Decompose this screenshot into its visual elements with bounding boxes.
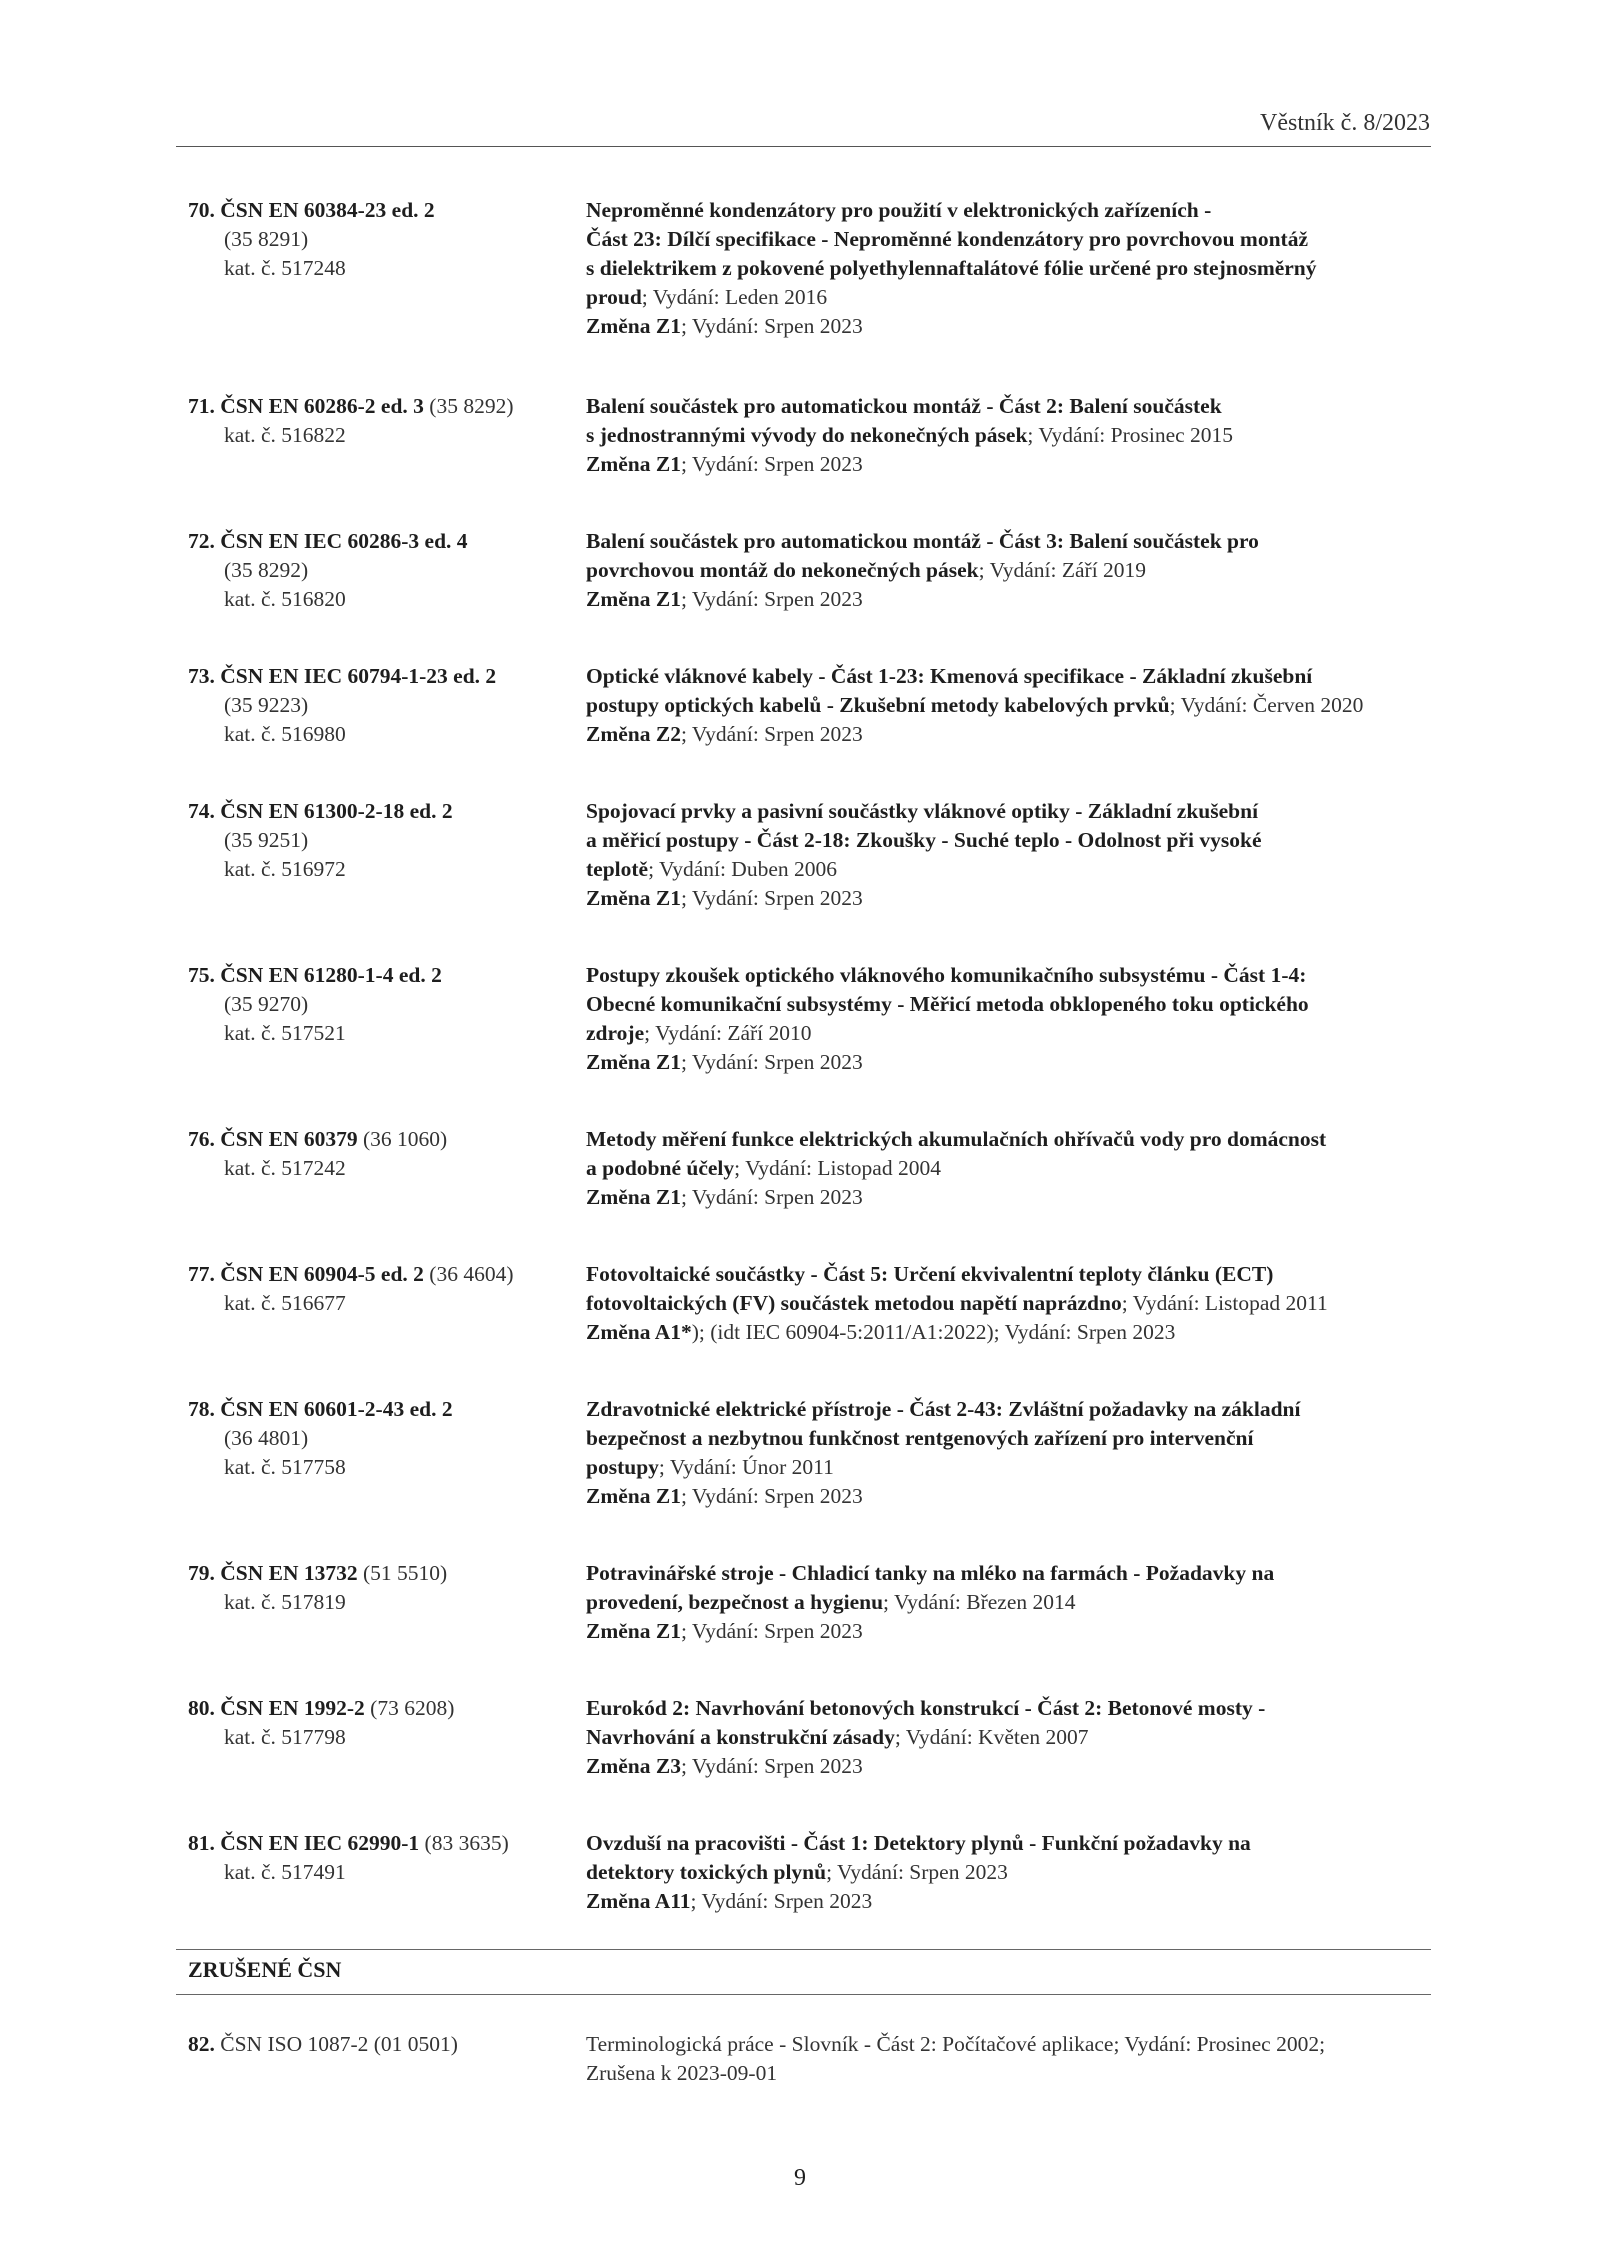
classification-code: (36 4604) bbox=[423, 1262, 514, 1286]
withdrawn-title: Terminologická práce - Slovník - Část 2: Počítačové aplikace; Vydání: Prosinec 2002; bbox=[586, 2032, 1326, 2056]
classification-code: (35 8292) bbox=[423, 394, 514, 418]
issue-date: ; Vydání: Leden 2016 bbox=[641, 285, 828, 309]
standard-code: ČSN EN 60286-2 ed. 3 bbox=[220, 394, 424, 418]
catalog-number: kat. č. 517819 bbox=[224, 1590, 346, 1614]
entry-number: 79. bbox=[188, 1561, 215, 1585]
amendment-issue: ; Vydání: Srpen 2023 bbox=[680, 1185, 863, 1209]
title-line: Potravinářské stroje - Chladicí tanky na mléko na farmách - Požadavky na bbox=[586, 1561, 1275, 1585]
amendment-label: Změna Z1 bbox=[586, 886, 681, 910]
withdrawn-left-column bbox=[188, 2030, 578, 2059]
standard-code: ČSN EN 60379 bbox=[220, 1127, 358, 1151]
amendment-issue: ; Vydání: Srpen 2023 bbox=[680, 587, 863, 611]
entry-left-column bbox=[188, 1260, 578, 1318]
standard-code: ČSN ISO 1087-2 (01 0501) bbox=[220, 2032, 458, 2056]
classification-code: (35 8292) bbox=[224, 558, 309, 582]
standard-code: ČSN EN 61300-2-18 ed. 2 bbox=[220, 799, 453, 823]
issue-date: ; Vydání: Březen 2014 bbox=[883, 1590, 1076, 1614]
entry-right-column bbox=[586, 797, 1436, 913]
entry-right-column bbox=[586, 961, 1436, 1077]
title-line: Spojovací prvky a pasivní součástky vláknové optiky - Základní zkušební bbox=[586, 799, 1259, 823]
page-number: 9 bbox=[794, 2165, 806, 2191]
entry-left-column bbox=[188, 1125, 578, 1183]
catalog-number: kat. č. 517248 bbox=[224, 256, 346, 280]
amendment-label: Změna Z1 bbox=[586, 587, 681, 611]
section-title: ZRUŠENÉ ČSN bbox=[188, 1957, 342, 1982]
catalog-number: kat. č. 516677 bbox=[224, 1291, 346, 1315]
amendment-issue: ; Vydání: Srpen 2023 bbox=[680, 452, 863, 476]
title-line: Metody měření funkce elektrických akumulačních ohřívačů vody pro domácnost bbox=[586, 1127, 1327, 1151]
header-rule bbox=[176, 146, 1431, 147]
title-line: Fotovoltaické součástky - Část 5: Určení ekvivalentní teploty článku (ECT) bbox=[586, 1262, 1274, 1286]
amendment-issue: ; Vydání: Srpen 2023 bbox=[680, 1619, 863, 1643]
title-line: s dielektrikem z pokovené polyethylennaftalátové fólie určené pro stejnosměrný bbox=[586, 256, 1317, 280]
standard-code: ČSN EN 60384-23 ed. 2 bbox=[220, 198, 435, 222]
entry-right-column bbox=[586, 1260, 1436, 1347]
title-line: povrchovou montáž do nekonečných pásek bbox=[586, 558, 979, 582]
entry-right-column bbox=[586, 392, 1436, 479]
amendment-label: Změna Z1 bbox=[586, 314, 681, 338]
issue-date: ; Vydání: Listopad 2004 bbox=[734, 1156, 941, 1180]
standard-code: ČSN EN IEC 60286-3 ed. 4 bbox=[220, 529, 468, 553]
catalog-number: kat. č. 517798 bbox=[224, 1725, 346, 1749]
entry-number: 72. bbox=[188, 529, 215, 553]
title-line: a měřicí postupy - Část 2-18: Zkoušky - Suché teplo - Odolnost při vysoké bbox=[586, 828, 1262, 852]
title-line: zdroje bbox=[586, 1021, 645, 1045]
entry-right-column bbox=[586, 1125, 1436, 1212]
amendment-issue: ; Vydání: Srpen 2023 bbox=[690, 1889, 873, 1913]
title-line: Neproměnné kondenzátory pro použití v elektronických zařízeních - bbox=[586, 198, 1212, 222]
entry-right-column bbox=[586, 1559, 1436, 1646]
entry-right-column bbox=[586, 196, 1436, 341]
amendment-label: Změna Z1 bbox=[586, 1050, 681, 1074]
issue-date: ; Vydání: Září 2010 bbox=[644, 1021, 812, 1045]
title-line: proud bbox=[586, 285, 642, 309]
issue-date: ; Vydání: Květen 2007 bbox=[894, 1725, 1089, 1749]
standard-code: ČSN EN IEC 60794-1-23 ed. 2 bbox=[220, 664, 497, 688]
catalog-number: kat. č. 516980 bbox=[224, 722, 346, 746]
amendment-label: Změna Z1 bbox=[586, 1484, 681, 1508]
title-line: fotovoltaických (FV) součástek metodou napětí naprázdno bbox=[586, 1291, 1122, 1315]
amendment-label: Změna A11 bbox=[586, 1889, 691, 1913]
amendment-issue: ; Vydání: Srpen 2023 bbox=[680, 886, 863, 910]
title-line: Obecné komunikační subsystémy - Měřicí metoda obklopeného toku optického bbox=[586, 992, 1309, 1016]
entry-number: 80. bbox=[188, 1696, 215, 1720]
entry-number: 77. bbox=[188, 1262, 215, 1286]
catalog-number: kat. č. 517242 bbox=[224, 1156, 346, 1180]
classification-code: (35 8291) bbox=[224, 227, 309, 251]
amendment-issue: ; Vydání: Srpen 2023 bbox=[680, 722, 863, 746]
issue-date: ; Vydání: Listopad 2011 bbox=[1121, 1291, 1328, 1315]
entry-number: 82. bbox=[188, 2032, 215, 2056]
classification-code: (51 5510) bbox=[357, 1561, 448, 1585]
amendment-label: Změna Z1 bbox=[586, 1619, 681, 1643]
catalog-number: kat. č. 517758 bbox=[224, 1455, 346, 1479]
standard-code: ČSN EN 61280-1-4 ed. 2 bbox=[220, 963, 442, 987]
entry-left-column bbox=[188, 1559, 578, 1617]
issue-date: ; Vydání: Duben 2006 bbox=[648, 857, 838, 881]
entry-number: 74. bbox=[188, 799, 215, 823]
amendment-label: Změna Z3 bbox=[586, 1754, 681, 1778]
entry-right-column bbox=[586, 527, 1436, 614]
title-line: teplotě bbox=[586, 857, 649, 881]
entry-number: 81. bbox=[188, 1831, 215, 1855]
entry-number: 75. bbox=[188, 963, 215, 987]
amendment-issue: ; Vydání: Srpen 2023 bbox=[680, 1050, 863, 1074]
entry-right-column bbox=[586, 1829, 1436, 1916]
title-line: Ovzduší na pracovišti - Část 1: Detektory plynů - Funkční požadavky na bbox=[586, 1831, 1251, 1855]
amendment-label: Změna Z1 bbox=[586, 452, 681, 476]
issue-date: ; Vydání: Srpen 2023 bbox=[826, 1860, 1008, 1884]
withdrawn-status: Zrušena k 2023-09-01 bbox=[586, 2061, 778, 2085]
standard-code: ČSN EN IEC 62990-1 bbox=[220, 1831, 420, 1855]
entry-left-column bbox=[188, 961, 578, 1048]
amendment-label: Změna Z1 bbox=[586, 1185, 681, 1209]
title-line: detektory toxických plynů bbox=[586, 1860, 827, 1884]
catalog-number: kat. č. 516820 bbox=[224, 587, 346, 611]
issue-date: ; Vydání: Červen 2020 bbox=[1169, 693, 1364, 717]
classification-code: (83 3635) bbox=[419, 1831, 509, 1855]
catalog-number: kat. č. 516972 bbox=[224, 857, 346, 881]
amendment-issue: ); (idt IEC 60904-5:2011/A1:2022); Vydání: Srpen 2023 bbox=[691, 1320, 1176, 1344]
title-line: Eurokód 2: Navrhování betonových konstrukcí - Část 2: Betonové mosty - bbox=[586, 1696, 1266, 1720]
classification-code: (36 1060) bbox=[357, 1127, 448, 1151]
entry-left-column bbox=[188, 797, 578, 884]
withdrawn-right-column bbox=[586, 2030, 1436, 2088]
title-line: Zdravotnické elektrické přístroje - Část 2-43: Zvláštní požadavky na základní bbox=[586, 1397, 1301, 1421]
title-line: Část 23: Dílčí specifikace - Neproměnné kondenzátory pro povrchovou montáž bbox=[586, 227, 1309, 251]
classification-code: (35 9223) bbox=[224, 693, 309, 717]
entry-number: 73. bbox=[188, 664, 215, 688]
title-line: Optické vláknové kabely - Část 1-23: Kmenová specifikace - Základní zkušební bbox=[586, 664, 1313, 688]
entry-right-column bbox=[586, 1694, 1436, 1781]
entry-left-column bbox=[188, 1829, 578, 1887]
entry-number: 70. bbox=[188, 198, 215, 222]
section-rule-top bbox=[176, 1949, 1431, 1950]
classification-code: (36 4801) bbox=[224, 1426, 309, 1450]
amendment-issue: ; Vydání: Srpen 2023 bbox=[680, 314, 863, 338]
page-header: Věstník č. 8/2023 bbox=[1260, 110, 1430, 136]
classification-code: (35 9251) bbox=[224, 828, 309, 852]
title-line: Balení součástek pro automatickou montáž - Část 3: Balení součástek pro bbox=[586, 529, 1259, 553]
entry-left-column bbox=[188, 1694, 578, 1752]
amendment-issue: ; Vydání: Srpen 2023 bbox=[680, 1484, 863, 1508]
title-line: postupy optických kabelů - Zkušební metody kabelových prvků bbox=[586, 693, 1170, 717]
catalog-number: kat. č. 517521 bbox=[224, 1021, 346, 1045]
amendment-issue: ; Vydání: Srpen 2023 bbox=[680, 1754, 863, 1778]
catalog-number: kat. č. 516822 bbox=[224, 423, 346, 447]
title-line: Balení součástek pro automatickou montáž - Část 2: Balení součástek bbox=[586, 394, 1222, 418]
entry-number: 78. bbox=[188, 1397, 215, 1421]
title-line: Navrhování a konstrukční zásady bbox=[586, 1725, 895, 1749]
amendment-label: Změna Z2 bbox=[586, 722, 681, 746]
entry-left-column bbox=[188, 196, 578, 283]
standard-code: ČSN EN 60904-5 ed. 2 bbox=[220, 1262, 424, 1286]
standard-code: ČSN EN 1992-2 bbox=[220, 1696, 365, 1720]
entry-left-column bbox=[188, 392, 578, 450]
issue-date: ; Vydání: Září 2019 bbox=[978, 558, 1147, 582]
issue-date: ; Vydání: Prosinec 2015 bbox=[1027, 423, 1234, 447]
section-rule-bottom bbox=[176, 1994, 1431, 1995]
title-line: bezpečnost a nezbytnou funkčnost rentgenových zařízení pro intervenční bbox=[586, 1426, 1254, 1450]
title-line: postupy bbox=[586, 1455, 659, 1479]
catalog-number: kat. č. 517491 bbox=[224, 1860, 346, 1884]
title-line: s jednostrannými vývody do nekonečných pásek bbox=[586, 423, 1028, 447]
standard-code: ČSN EN 13732 bbox=[220, 1561, 358, 1585]
title-line: a podobné účely bbox=[586, 1156, 735, 1180]
standard-code: ČSN EN 60601-2-43 ed. 2 bbox=[220, 1397, 453, 1421]
amendment-label: Změna A1* bbox=[586, 1320, 692, 1344]
issue-date: ; Vydání: Únor 2011 bbox=[658, 1455, 834, 1479]
entry-number: 71. bbox=[188, 394, 215, 418]
entry-left-column bbox=[188, 1395, 578, 1482]
entry-number: 76. bbox=[188, 1127, 215, 1151]
title-line: provedení, bezpečnost a hygienu bbox=[586, 1590, 884, 1614]
classification-code: (73 6208) bbox=[364, 1696, 455, 1720]
classification-code: (35 9270) bbox=[224, 992, 309, 1016]
entry-left-column bbox=[188, 662, 578, 749]
entry-right-column bbox=[586, 1395, 1436, 1511]
title-line: Postupy zkoušek optického vláknového komunikačního subsystému - Část 1-4: bbox=[586, 963, 1307, 987]
entry-right-column bbox=[586, 662, 1436, 749]
entry-left-column bbox=[188, 527, 578, 614]
